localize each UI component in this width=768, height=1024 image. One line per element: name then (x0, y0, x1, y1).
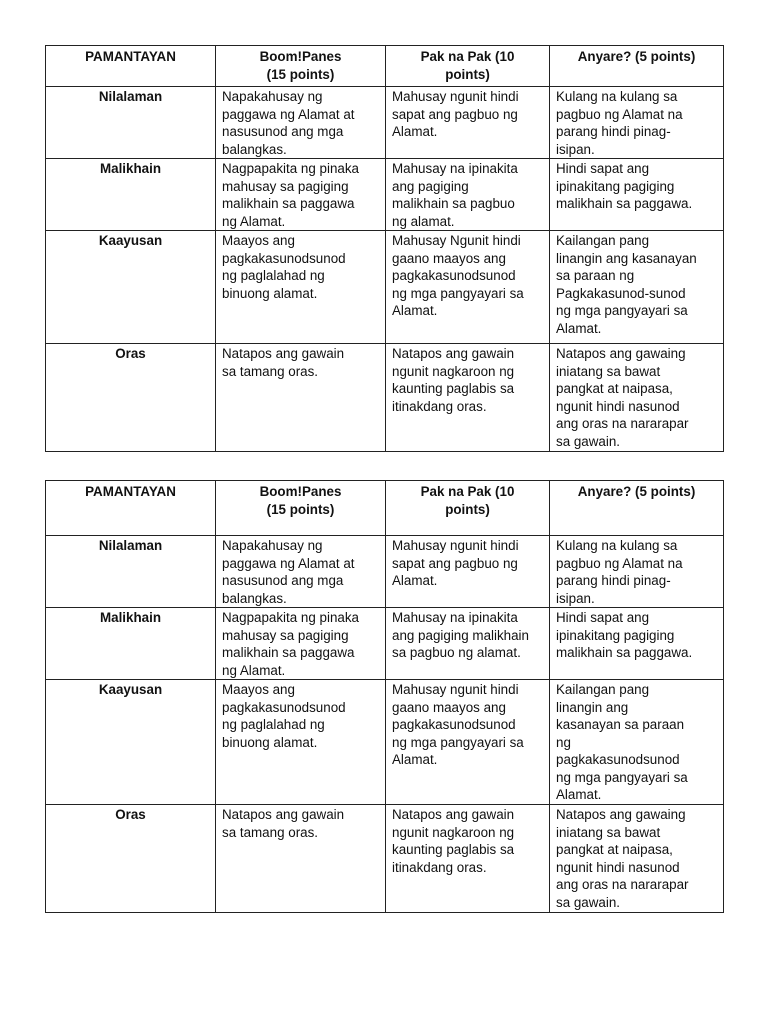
table-cell: Natapos ang gawain ngunit nagkaroon ng kaunting paglabis sa itinakdang oras. (386, 805, 550, 913)
table-cell: Mahusay ngunit hindi gaano maayos ang pagkakasunodsunod ng mga pangyayari sa Alamat. (386, 680, 550, 805)
table-cell: Natapos ang gawain sa tamang oras. (216, 344, 386, 452)
table-row (46, 805, 724, 913)
table-cell: Kailangan pang linangin ang kasanayan sa paraan ng pagkakasunodsunod ng mga pangyayari sa Alamat. (550, 680, 724, 805)
header-anyare: Anyare? (5 points) (550, 481, 724, 536)
table-row (46, 344, 724, 452)
table-cell: Hindi sapat ang ipinakitang pagiging malikhain sa paggawa. (550, 608, 724, 680)
header-boom-panes: Boom!Panes (15 points) (216, 481, 386, 536)
table-cell: Maayos ang pagkakasunodsunod ng paglalahad ng binuong alamat. (216, 680, 386, 805)
table-cell: Mahusay ngunit hindi sapat ang pagbuo ng Alamat. (386, 536, 550, 608)
table-row (46, 608, 724, 680)
header-anyare: Anyare? (5 points) (550, 46, 724, 87)
criterion-nilalaman: Nilalaman (46, 536, 216, 608)
table-cell: Nagpapakita ng pinaka mahusay sa pagiging malikhain sa paggawa ng Alamat. (216, 608, 386, 680)
table-cell: Kulang na kulang sa pagbuo ng Alamat na parang hindi pinag- isipan. (550, 87, 724, 159)
table-cell: Mahusay ngunit hindi sapat ang pagbuo ng Alamat. (386, 87, 550, 159)
criterion-kaayusan: Kaayusan (46, 231, 216, 344)
header-row (46, 481, 724, 536)
header-criteria: PAMANTAYAN (46, 481, 216, 536)
table-row (46, 536, 724, 608)
table-cell: Mahusay na ipinakita ang pagiging malikhain sa pagbuo ng alamat. (386, 159, 550, 231)
table-row (46, 87, 724, 159)
table-row (46, 231, 724, 344)
table-cell: Mahusay Ngunit hindi gaano maayos ang pagkakasunodsunod ng mga pangyayari sa Alamat. (386, 231, 550, 344)
table-cell: Natapos ang gawain ngunit nagkaroon ng kaunting paglabis sa itinakdang oras. (386, 344, 550, 452)
table-cell: Maayos ang pagkakasunodsunod ng paglalahad ng binuong alamat. (216, 231, 386, 344)
table-cell: Kulang na kulang sa pagbuo ng Alamat na parang hindi pinag- isipan. (550, 536, 724, 608)
criterion-malikhain: Malikhain (46, 159, 216, 231)
header-boom-panes: Boom!Panes (15 points) (216, 46, 386, 87)
table-cell: Natapos ang gawaing iniatang sa bawat pangkat at naipasa, ngunit hindi nasunod ang oras na nararapar sa gawain. (550, 805, 724, 913)
criterion-nilalaman: Nilalaman (46, 87, 216, 159)
criterion-kaayusan: Kaayusan (46, 680, 216, 805)
table-row (46, 159, 724, 231)
table-cell: Napakahusay ng paggawa ng Alamat at nasusunod ang mga balangkas. (216, 87, 386, 159)
criterion-oras: Oras (46, 344, 216, 452)
criterion-oras: Oras (46, 805, 216, 913)
header-pak-na-pak: Pak na Pak (10 points) (386, 46, 550, 87)
table-cell: Nagpapakita ng pinaka mahusay sa pagiging malikhain sa paggawa ng Alamat. (216, 159, 386, 231)
header-row (46, 46, 724, 87)
table-cell: Kailangan pang linangin ang kasanayan sa paraan ng Pagkakasunod-sunod ng mga pangyayari sa Alamat. (550, 231, 724, 344)
rubric-table-2 (45, 480, 724, 913)
table-cell: Natapos ang gawain sa tamang oras. (216, 805, 386, 913)
table-cell: Natapos ang gawaing iniatang sa bawat pangkat at naipasa, ngunit hindi nasunod ang oras na nararapar sa gawain. (550, 344, 724, 452)
criterion-malikhain: Malikhain (46, 608, 216, 680)
table-cell: Mahusay na ipinakita ang pagiging malikhain sa pagbuo ng alamat. (386, 608, 550, 680)
table-cell: Napakahusay ng paggawa ng Alamat at nasusunod ang mga balangkas. (216, 536, 386, 608)
table-cell: Hindi sapat ang ipinakitang pagiging malikhain sa paggawa. (550, 159, 724, 231)
header-pak-na-pak: Pak na Pak (10 points) (386, 481, 550, 536)
rubric-table-1 (45, 45, 724, 452)
table-row (46, 680, 724, 805)
header-criteria: PAMANTAYAN (46, 46, 216, 87)
